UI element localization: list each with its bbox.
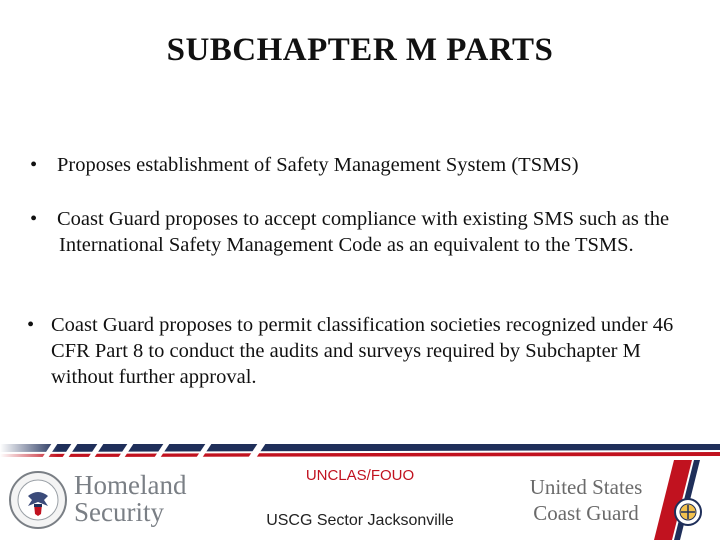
bullet-text: Proposes establishment of Safety Management System (TSMS) (57, 154, 579, 176)
bullet-text: Coast Guard proposes to permit classification societies recognized under 46 CFR Part 8 to conduct the audits and surveys required by Subchapter M without further approval. (51, 314, 674, 388)
bullet-marker: • (27, 314, 35, 336)
bullet-item (30, 152, 690, 178)
uscg-emblem-icon (652, 460, 716, 540)
bullet-text: Coast Guard proposes to accept compliance with existing SMS such as the International Safety Management Code as an equivalent to the TSMS. (57, 208, 670, 256)
bullet-marker: • (30, 208, 38, 230)
footer-stripe-band (0, 440, 720, 462)
wordmark-line: Security (74, 497, 164, 527)
uscg-wordmark (520, 474, 652, 526)
wordmark-line: Homeland (74, 470, 187, 500)
sector-label: USCG Sector Jacksonville (266, 512, 454, 529)
bullet-item (30, 206, 690, 258)
bullet-marker: • (30, 154, 38, 176)
bullet-item (27, 312, 687, 390)
dhs-seal-icon (8, 470, 68, 530)
homeland-security-logo (8, 470, 213, 530)
slide-title: SUBCHAPTER M PARTS (166, 32, 554, 68)
wordmark-line: Coast Guard (533, 501, 639, 525)
homeland-security-wordmark (74, 472, 186, 526)
classification-label: UNCLAS/FOUO (305, 467, 415, 484)
wordmark-line: United States (529, 475, 643, 499)
